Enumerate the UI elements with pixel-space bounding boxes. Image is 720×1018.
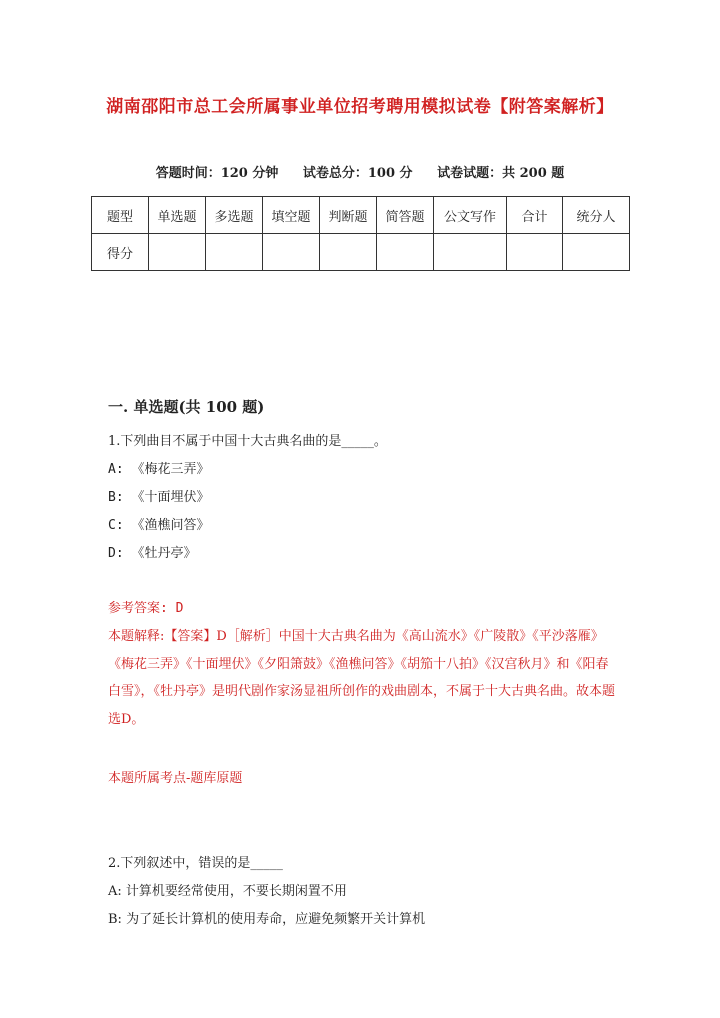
score-cell xyxy=(434,234,507,271)
score-cell xyxy=(320,234,377,271)
question-2-option-b: B: 为了延长计算机的使用寿命，应避免频繁开关计算机 xyxy=(108,912,426,927)
score-cell xyxy=(206,234,263,271)
question-1-source: 本题所属考点-题库原题 xyxy=(108,771,243,786)
score-table xyxy=(91,196,630,271)
question-2-option-a: A: 计算机要经常使用，不要长期闲置不用 xyxy=(108,884,347,899)
table-header-cell: 题型 xyxy=(92,197,149,234)
exam-info xyxy=(0,162,720,181)
question-1-explanation: 本题解释:【答案】D［解析］中国十大古典名曲为《高山流水》《广陵散》《平沙落雁》《梅花三弄》《十面埋伏》《夕阳箫鼓》《渔樵问答》《胡笳十八拍》《汉宫秋月》和《阳春白雪》，《牡丹亭》是明代剧作家汤显祖所创作的戏曲剧本，不属于十大古典名曲。故本题选D。 xyxy=(108,629,616,727)
table-header-cell: 多选题 xyxy=(206,197,263,234)
score-cell xyxy=(563,234,630,271)
question-2-stem: 2.下列叙述中，错误的是_____ xyxy=(108,856,283,871)
table-header-cell: 判断题 xyxy=(320,197,377,234)
question-1-option-b: B: 《十面埋伏》 xyxy=(108,490,210,505)
score-cell xyxy=(377,234,434,271)
score-cell xyxy=(149,234,206,271)
table-header-cell: 单选题 xyxy=(149,197,206,234)
score-cell xyxy=(263,234,320,271)
table-row-label: 得分 xyxy=(92,234,149,271)
page-title: 湖南邵阳市总工会所属事业单位招考聘用模拟试卷【附答案解析】 xyxy=(106,97,614,117)
score-table-header-row xyxy=(92,197,630,234)
table-header-cell: 公文写作 xyxy=(434,197,507,234)
table-header-cell: 统分人 xyxy=(563,197,630,234)
table-header-cell: 合计 xyxy=(507,197,563,234)
question-1-option-c: C: 《渔樵问答》 xyxy=(108,518,210,533)
question-1-option-d: D: 《牡丹亭》 xyxy=(108,546,197,561)
question-1-option-a: A: 《梅花三弄》 xyxy=(108,462,210,477)
question-1-stem: 1.下列曲目不属于中国十大古典名曲的是_____。 xyxy=(108,434,387,449)
score-table-row xyxy=(92,234,630,271)
score-cell xyxy=(507,234,563,271)
table-header-cell: 简答题 xyxy=(377,197,434,234)
exam-question-count: 试卷试题：共 200 题 xyxy=(437,166,565,181)
question-1-answer: 参考答案: D xyxy=(108,601,184,616)
table-header-cell: 填空题 xyxy=(263,197,320,234)
exam-time: 答题时间：120 分钟 xyxy=(155,166,279,181)
exam-total-score: 试卷总分：100 分 xyxy=(302,166,413,181)
section-title: 一. 单选题(共 100 题) xyxy=(108,398,265,416)
